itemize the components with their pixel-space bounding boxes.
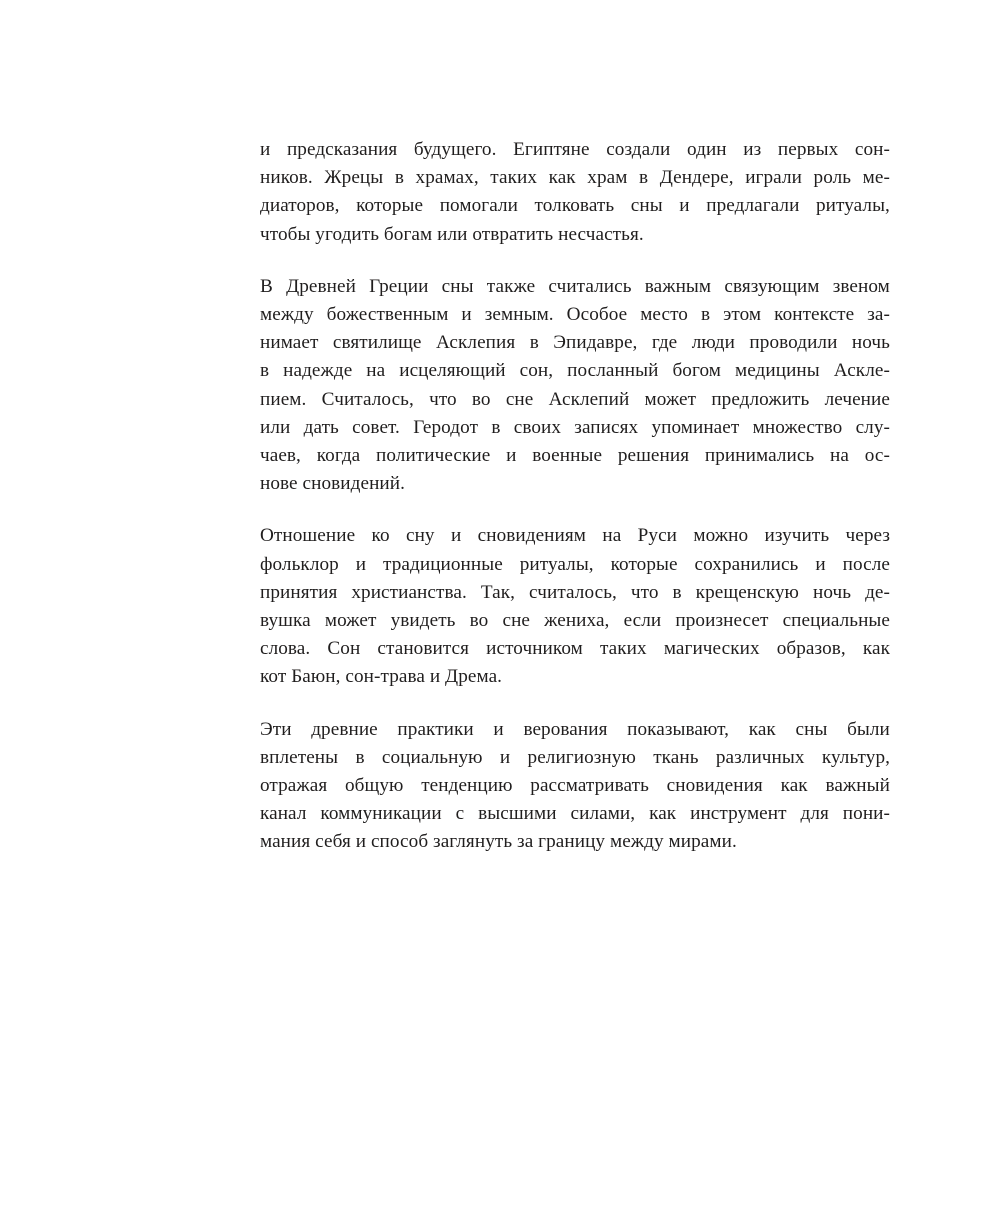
text-word: источником bbox=[486, 638, 583, 660]
text-word: Руси bbox=[637, 525, 678, 547]
text-word: предлагали bbox=[706, 195, 800, 217]
text-word: роль bbox=[813, 167, 852, 189]
text-word: решения bbox=[617, 445, 690, 467]
text-line bbox=[260, 522, 890, 550]
text-line bbox=[260, 607, 890, 635]
text-word: Греции bbox=[369, 275, 429, 297]
body-paragraph bbox=[260, 522, 890, 691]
text-word: Асклепия bbox=[435, 332, 516, 354]
text-word: Отношение bbox=[260, 525, 356, 547]
text-word: между bbox=[260, 304, 314, 326]
text-word: важным bbox=[644, 275, 712, 297]
text-line bbox=[260, 635, 890, 663]
text-word: медицины bbox=[734, 360, 820, 382]
text-word: диаторов, bbox=[260, 195, 340, 217]
text-word: и bbox=[355, 553, 367, 575]
text-word: за- bbox=[867, 304, 890, 326]
text-word: Так, bbox=[480, 581, 516, 603]
text-line bbox=[260, 164, 890, 192]
text-word: место bbox=[640, 304, 688, 326]
text-word: сон- bbox=[854, 139, 890, 160]
text-word: Дендере, bbox=[659, 167, 734, 189]
text-word: культур, bbox=[821, 746, 890, 768]
text-line bbox=[260, 551, 890, 579]
text-word: Геродот bbox=[413, 416, 479, 438]
text-word: храм bbox=[587, 167, 628, 189]
text-line: мания себя и способ заглянуть за границу между мирами. bbox=[260, 831, 737, 853]
text-word: с bbox=[455, 803, 465, 825]
text-line bbox=[260, 716, 890, 744]
text-word: практики bbox=[397, 718, 474, 740]
text-word: де- bbox=[865, 581, 890, 603]
text-word: в bbox=[529, 332, 539, 354]
text-word: были bbox=[847, 718, 890, 740]
text-word: на bbox=[366, 360, 386, 382]
text-word: через bbox=[845, 525, 890, 547]
text-word: где bbox=[651, 332, 678, 354]
text-word: жениха, bbox=[544, 610, 610, 632]
text-word: как bbox=[649, 803, 677, 825]
text-word: сон, bbox=[519, 360, 554, 382]
text-word: ткань bbox=[653, 746, 699, 768]
text-word: ритуалы, bbox=[519, 553, 594, 575]
text-word: звеном bbox=[832, 275, 890, 297]
text-word: контексте bbox=[774, 304, 855, 326]
body-text-column bbox=[260, 136, 890, 857]
text-word: ме- bbox=[862, 167, 890, 189]
text-word: Египтяне bbox=[513, 139, 590, 160]
text-line: кот Баюн, сон-трава и Дрема. bbox=[260, 666, 503, 688]
text-word: посланный bbox=[567, 360, 659, 382]
text-word: упоминает bbox=[651, 416, 740, 438]
text-word: высшими bbox=[478, 803, 557, 825]
text-word: Эпидавре, bbox=[553, 332, 638, 354]
text-word: сновидениям bbox=[477, 525, 587, 547]
text-word: ритуалы, bbox=[816, 195, 890, 217]
text-word: вплетены bbox=[260, 746, 339, 768]
text-word: земным. bbox=[484, 304, 554, 326]
text-word: или bbox=[260, 416, 291, 438]
text-word: коммуникации bbox=[320, 803, 442, 825]
text-word: записях bbox=[574, 416, 639, 438]
text-word: вушка bbox=[260, 610, 311, 632]
text-word: этом bbox=[723, 304, 762, 326]
text-word: отражая bbox=[260, 775, 328, 797]
text-word: Эти bbox=[260, 718, 292, 740]
text-word: чаев, bbox=[260, 445, 301, 467]
body-paragraph bbox=[260, 273, 890, 499]
text-word: может bbox=[644, 388, 697, 410]
text-word: на bbox=[602, 525, 622, 547]
text-word: Древней bbox=[286, 275, 356, 297]
text-word: изучить bbox=[764, 525, 830, 547]
text-line bbox=[260, 329, 890, 357]
text-word: ночь bbox=[812, 581, 852, 603]
text-word: важный bbox=[825, 775, 890, 797]
text-word: можно bbox=[693, 525, 749, 547]
text-word: Сон bbox=[327, 638, 361, 660]
text-word: крещенскую bbox=[695, 581, 799, 603]
text-word: в bbox=[394, 167, 404, 189]
text-word: будущего. bbox=[413, 139, 497, 160]
text-word: канал bbox=[260, 803, 307, 825]
text-word: военные bbox=[532, 445, 603, 467]
text-word: ночь bbox=[851, 332, 890, 354]
text-word: рассматривать bbox=[530, 775, 649, 797]
text-word: фольклор bbox=[260, 553, 339, 575]
text-word: в bbox=[672, 581, 682, 603]
text-word: помогали bbox=[439, 195, 518, 217]
text-word: храмах, bbox=[415, 167, 479, 189]
text-word: что bbox=[630, 581, 659, 603]
text-word: традиционные bbox=[383, 553, 503, 575]
text-line bbox=[260, 192, 890, 220]
text-word: и bbox=[461, 304, 472, 326]
text-line bbox=[260, 772, 890, 800]
text-word: толковать bbox=[534, 195, 615, 217]
text-word: верования bbox=[523, 718, 608, 740]
text-word: божественным bbox=[326, 304, 449, 326]
text-line: нове сновидений. bbox=[260, 473, 405, 495]
text-word: сне bbox=[502, 610, 531, 632]
text-word: и bbox=[499, 746, 511, 768]
text-word: ко bbox=[371, 525, 390, 547]
text-word: предложить bbox=[711, 388, 810, 410]
text-line: чтобы угодить богам или отвратить несчастья. bbox=[260, 223, 644, 245]
text-word: и bbox=[679, 195, 690, 217]
text-line bbox=[260, 301, 890, 329]
text-word: древние bbox=[311, 718, 378, 740]
text-line bbox=[260, 442, 890, 470]
text-word: как bbox=[780, 775, 808, 797]
text-word: сновидения bbox=[666, 775, 763, 797]
text-word: становится bbox=[377, 638, 470, 660]
text-word: слова. bbox=[260, 638, 311, 660]
text-line bbox=[260, 386, 890, 414]
text-word: таких bbox=[599, 638, 647, 660]
text-word: как bbox=[748, 718, 776, 740]
text-word: дать bbox=[303, 416, 339, 438]
text-word: ников. bbox=[260, 167, 313, 189]
text-word: религиозную bbox=[527, 746, 636, 768]
text-word: исцеляющий bbox=[399, 360, 506, 382]
text-word: во bbox=[469, 610, 489, 632]
text-word: первых bbox=[777, 139, 839, 160]
text-word: люди bbox=[691, 332, 735, 354]
text-word: в bbox=[639, 167, 649, 189]
text-word: принимались bbox=[704, 445, 815, 467]
text-word: может bbox=[324, 610, 377, 632]
text-word: сны bbox=[630, 195, 663, 217]
text-word: для bbox=[800, 803, 829, 825]
text-word: социальную bbox=[381, 746, 483, 768]
text-word: и bbox=[450, 525, 462, 547]
text-word: и bbox=[260, 139, 271, 160]
text-word: когда bbox=[316, 445, 361, 467]
text-word: считалось, bbox=[529, 581, 617, 603]
text-word: своих bbox=[513, 416, 562, 438]
text-word: пием. bbox=[260, 388, 307, 410]
text-word: создали bbox=[606, 139, 671, 160]
text-word: связующим bbox=[724, 275, 820, 297]
text-word: и bbox=[506, 445, 517, 467]
text-word: в bbox=[355, 746, 365, 768]
text-word: и bbox=[493, 718, 504, 740]
text-word: общую bbox=[344, 775, 404, 797]
text-word: магических bbox=[663, 638, 760, 660]
text-line bbox=[260, 357, 890, 385]
text-word: сохранились bbox=[694, 553, 799, 575]
text-word: один bbox=[687, 139, 727, 160]
text-word: богом bbox=[672, 360, 721, 382]
text-word: специальные bbox=[782, 610, 890, 632]
text-word: принятия bbox=[260, 581, 338, 603]
text-word: В bbox=[260, 275, 273, 297]
text-line bbox=[260, 414, 890, 442]
text-word: сны bbox=[441, 275, 474, 297]
text-word: Особое bbox=[566, 304, 628, 326]
text-word: Жрецы bbox=[324, 167, 384, 189]
text-word: которые bbox=[356, 195, 424, 217]
text-word: также bbox=[486, 275, 536, 297]
text-word: ос- bbox=[864, 445, 890, 467]
text-word: считались bbox=[548, 275, 632, 297]
text-word: произнесет bbox=[675, 610, 769, 632]
text-word: пони- bbox=[842, 803, 890, 825]
text-line bbox=[260, 273, 890, 301]
text-word: в bbox=[700, 304, 711, 326]
text-word: если bbox=[623, 610, 662, 632]
text-word: Асклепий bbox=[548, 388, 630, 410]
text-word: после bbox=[842, 553, 890, 575]
text-word: и bbox=[815, 553, 826, 575]
text-word: что bbox=[429, 388, 457, 410]
text-word: как bbox=[548, 167, 576, 189]
text-word: предсказания bbox=[286, 139, 398, 160]
text-word: различных bbox=[715, 746, 805, 768]
body-paragraph bbox=[260, 716, 890, 857]
text-word: в bbox=[491, 416, 501, 438]
text-word: из bbox=[743, 139, 762, 160]
text-word: Аскле- bbox=[833, 360, 890, 382]
text-word: которые bbox=[610, 553, 678, 575]
text-word: инструмент bbox=[690, 803, 787, 825]
text-word: сну bbox=[405, 525, 435, 547]
text-line bbox=[260, 579, 890, 607]
text-line bbox=[260, 800, 890, 828]
text-word: проводили bbox=[749, 332, 838, 354]
text-line bbox=[260, 136, 890, 164]
text-line bbox=[260, 744, 890, 772]
text-word: тенденцию bbox=[421, 775, 513, 797]
body-paragraph bbox=[260, 136, 890, 249]
text-word: на bbox=[830, 445, 849, 467]
text-word: образов, bbox=[776, 638, 846, 660]
text-word: во bbox=[471, 388, 491, 410]
text-word: множество bbox=[752, 416, 843, 438]
text-word: играли bbox=[745, 167, 802, 189]
text-word: сне bbox=[505, 388, 534, 410]
text-word: лечение bbox=[824, 388, 890, 410]
text-word: увидеть bbox=[390, 610, 456, 632]
text-word: силами, bbox=[570, 803, 636, 825]
text-word: надежде bbox=[283, 360, 353, 382]
text-word: христианства. bbox=[351, 581, 467, 603]
text-word: таких bbox=[490, 167, 538, 189]
text-word: нимает bbox=[260, 332, 319, 354]
text-word: как bbox=[862, 638, 890, 660]
text-word: показывают, bbox=[627, 718, 730, 740]
text-word: слу- bbox=[855, 416, 890, 438]
text-word: в bbox=[260, 360, 270, 382]
text-word: совет. bbox=[352, 416, 400, 438]
text-word: Считалось, bbox=[321, 388, 414, 410]
text-word: святилище bbox=[332, 332, 422, 354]
text-word: сны bbox=[795, 718, 828, 740]
text-word: политические bbox=[376, 445, 491, 467]
